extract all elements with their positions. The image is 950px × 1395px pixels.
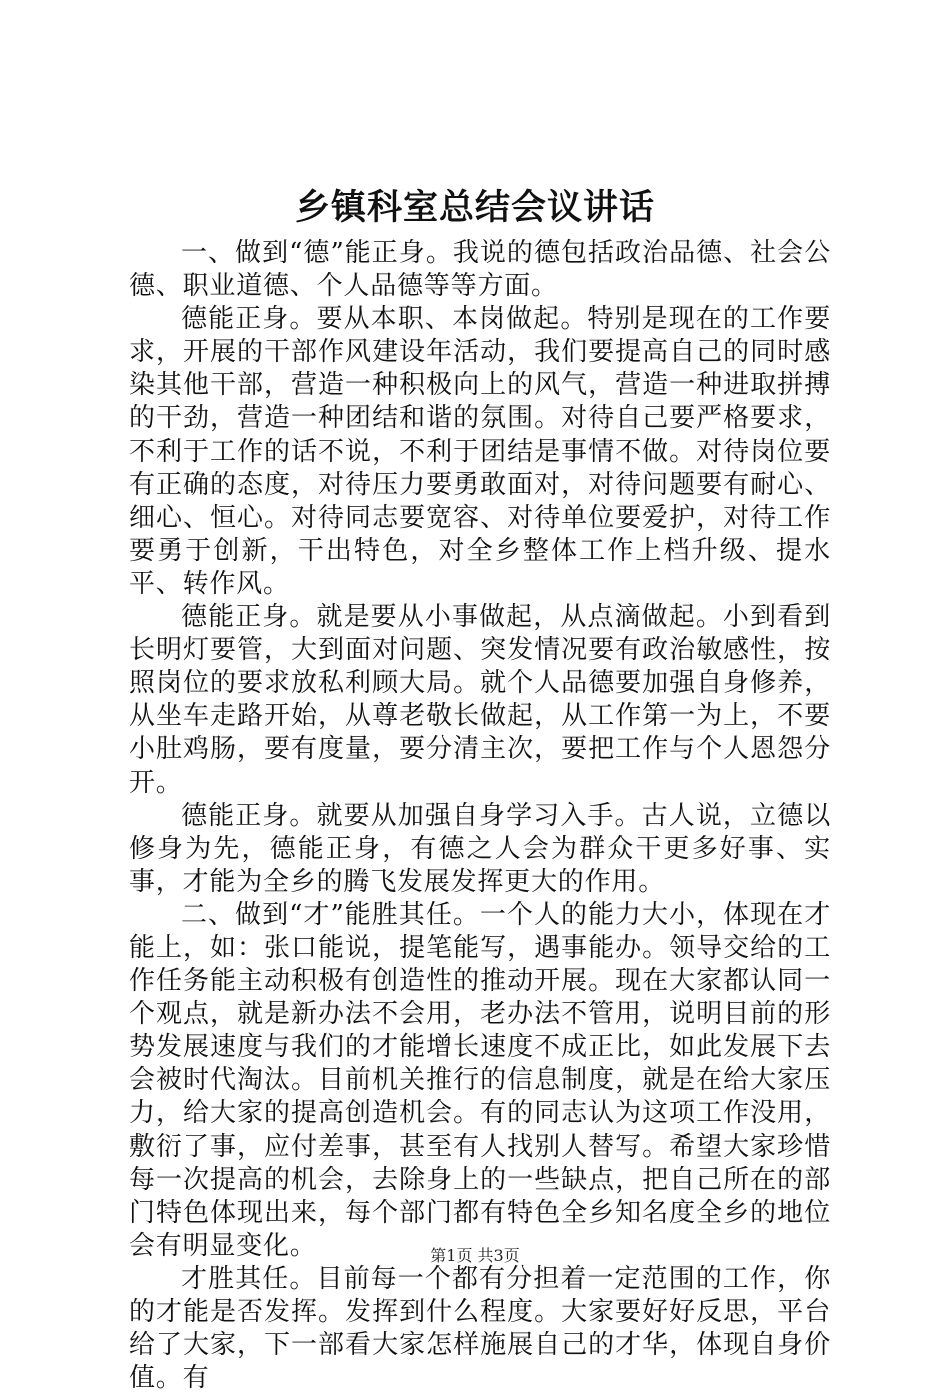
page-footer: 第1页 共3页 bbox=[430, 1246, 520, 1265]
paragraph-2: 德能正身。要从本职、本岗做起。特别是现在的工作要求，开展的干部作风建设年活动，我们要提高自己的同时感染其他干部，营造一种积极向上的风气，营造一种进取拼搏的干劲，营造一种团结和谐的氛围。对待自己要严格要求，不利于工作的话不说，不利于团结是事情不做。对待岗位要有正确的态度，对待压力要勇敢面对，对待问题要有耐心、细心、恒心。对待同志要宽容、对待单位要爱护，对待工作要勇于创新，干出特色，对全乡整体工作上档升级、提水平、转作风。 bbox=[129, 304, 831, 599]
paragraph-4: 德能正身。就要从加强自身学习入手。古人说，立德以修身为先，德能正身，有德之人会为群众干更多好事、实事，才能为全乡的腾飞发展发挥更大的作用。 bbox=[129, 800, 831, 897]
paragraph-1: 一、做到“德”能正身。我说的德包括政治品德、社会公德、职业道德、个人品德等等方面。 bbox=[129, 238, 831, 302]
paragraph-5: 二、做到“才”能胜其任。一个人的能力大小，体现在才能上，如：张口能说，提笔能写，遇事能办。领导交给的工作任务能主动积极有创造性的推动开展。现在大家都认同一个观点，就是新办法不会用，老办法不管用，说明目前的形势发展速度与我们的才能增长速度不成正比，如此发展下去会被时代淘汰。目前机关推行的信息制度，就是在给大家压力，给大家的提高创造机会。有的同志认为这项工作没用，敷衍了事，应付差事，甚至有人找别人替写。希望大家珍惜每一次提高的机会，去除身上的一些缺点，把自己所在的部门特色体现出来，每个部门都有特色全乡知名度全乡的地位会有明显变化。 bbox=[129, 899, 831, 1261]
document-body bbox=[129, 237, 831, 1395]
paragraph-3: 德能正身。就是要从小事做起，从点滴做起。小到看到长明灯要管，大到面对问题、突发情况要有政治敏感性，按照岗位的要求放私利顾大局。就个人品德要加强自身修养，从坐车走路开始，从尊老敬长做起，从工作第一为上，不要小肚鸡肠，要有度量，要分清主次，要把工作与个人恩怨分开。 bbox=[129, 602, 831, 798]
paragraph-6: 才胜其任。目前每一个都有分担着一定范围的工作，你的才能是否发挥。发挥到什么程度。大家要好好反思，平台给了大家，下一部看大家怎样施展自己的才华，体现自身价值。有 bbox=[129, 1263, 831, 1394]
document-title: 乡镇科室总结会议讲话 bbox=[294, 187, 655, 228]
